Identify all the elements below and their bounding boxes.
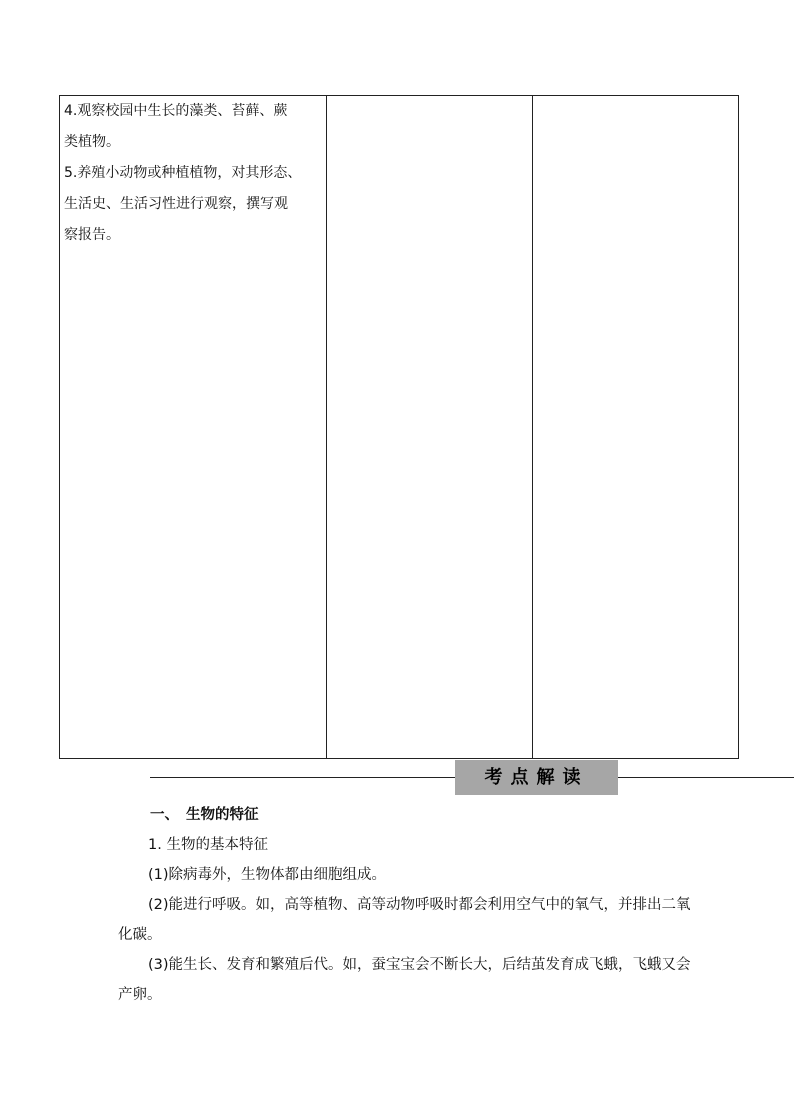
divider-line <box>150 777 455 778</box>
subheading: 1. 生物的基本特征 <box>148 837 268 853</box>
table-cell-empty <box>533 96 739 759</box>
requirements-table <box>59 95 739 759</box>
content-body <box>118 800 698 1010</box>
activity-line: 生活史、生活习性进行观察，撰写观 <box>64 196 288 212</box>
section-banner: 考点解读 <box>455 760 618 795</box>
divider-line <box>618 777 794 778</box>
activity-line: 4.观察校园中生长的藻类、苔藓、蕨 <box>64 103 288 119</box>
paragraph: (1)除病毒外，生物体都由细胞组成。 <box>148 867 387 883</box>
activity-line: 察报告。 <box>64 227 120 243</box>
table-cell-empty <box>327 96 533 759</box>
section-header <box>150 760 794 795</box>
activity-line: 5.养殖小动物或种植植物，对其形态、 <box>64 165 302 181</box>
section-heading <box>118 800 698 830</box>
activity-line: 类植物。 <box>64 134 120 150</box>
table-cell-activities <box>60 96 327 759</box>
heading-number: 一、 <box>150 807 179 823</box>
heading-text: 生物的特征 <box>186 807 259 823</box>
paragraph: (3)能生长、发育和繁殖后代。如，蚕宝宝会不断长大，后结茧发育成飞蛾，飞蛾又会产卵。 <box>118 957 691 1003</box>
activities-text <box>60 96 326 251</box>
paragraph: (2)能进行呼吸。如，高等植物、高等动物呼吸时都会利用空气中的氧气，并排出二氧化碳。 <box>118 897 691 943</box>
table-row <box>60 96 739 759</box>
